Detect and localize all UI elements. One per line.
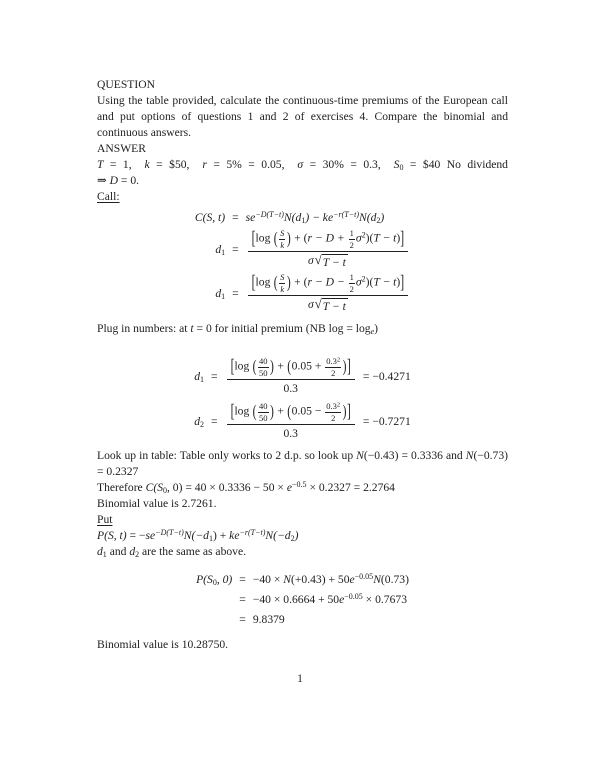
superscript: −0.05	[354, 572, 374, 581]
superscript: −0.5	[292, 480, 307, 489]
math-token: 0.3	[326, 356, 337, 366]
paren: )	[286, 228, 291, 248]
therefore-line	[97, 480, 508, 496]
equation-rhs	[253, 612, 285, 628]
subscript: 0	[163, 486, 167, 495]
paren: (	[273, 272, 278, 292]
fraction	[227, 402, 355, 441]
subscript: 0	[212, 578, 217, 587]
text: )	[374, 322, 379, 335]
log-operator: log	[255, 275, 274, 289]
math-var: e	[339, 593, 345, 606]
math-token: P(S, t)	[97, 529, 127, 542]
math-token: × 0.7673	[362, 593, 407, 606]
call-label: Call:	[97, 190, 120, 203]
log-operator: log	[255, 231, 274, 245]
math-var: d	[215, 242, 222, 256]
math-var: T	[97, 158, 104, 171]
denominator: k	[280, 239, 285, 250]
math-token: ke	[229, 529, 240, 542]
result-value: = −0.7271	[362, 414, 411, 428]
text: Therefore	[97, 481, 146, 494]
numerator: S	[280, 228, 285, 238]
binomial-put-line: Binomial value is 10.28750.	[97, 638, 229, 651]
put-formula-line	[97, 528, 508, 544]
math-token: = $50,	[149, 158, 203, 171]
subscript: 1	[102, 550, 107, 559]
math-token: = 1,	[103, 158, 145, 171]
paren: (	[252, 401, 257, 421]
equation-lhs: C(S, t)	[194, 211, 226, 224]
equation-rhs	[253, 592, 407, 608]
math-token: )	[396, 275, 401, 289]
bracket: ]	[400, 271, 405, 293]
superscript: −r(T−t)	[239, 528, 266, 537]
log-operator: log	[234, 359, 253, 373]
radicand: T − t	[322, 300, 346, 313]
superscript: 2	[336, 401, 341, 409]
log-operator: log	[234, 404, 253, 418]
text: (−0.73) = 0.2327	[97, 449, 508, 478]
superscript: −r(T−t)	[333, 210, 360, 219]
math-token: )	[380, 211, 385, 224]
numerator	[248, 273, 408, 295]
small-fraction	[279, 273, 285, 293]
math-var: e	[286, 481, 293, 494]
result-value: = −0.4271	[362, 369, 411, 383]
denominator: 0.3	[227, 379, 355, 396]
numerator	[227, 357, 355, 379]
document-body	[97, 77, 508, 653]
math-var: k	[144, 158, 150, 171]
math-token: C(S	[145, 481, 163, 494]
superscript: 2	[361, 230, 366, 240]
paren: (	[287, 356, 292, 376]
equation-rhs	[246, 210, 385, 226]
math-var: N	[373, 573, 381, 586]
equals-sign: =	[232, 211, 239, 224]
superscript: −D(T−t)	[155, 528, 184, 537]
math-token: )(	[365, 231, 374, 245]
question-label: QUESTION	[97, 78, 155, 91]
math-token: = 30% = 0.3,	[303, 158, 394, 171]
equals-sign: =	[232, 242, 239, 256]
math-token: 0.3	[326, 401, 337, 411]
math-token: r − D +	[307, 231, 348, 245]
math-token: −40 ×	[252, 573, 284, 586]
radicand: T − t	[322, 256, 346, 269]
small-fraction	[279, 229, 285, 249]
sigma-var: σ	[307, 254, 314, 267]
fraction	[248, 273, 408, 314]
text: = 0 for initial premium (NB log = log	[193, 322, 371, 335]
plug-in-line	[97, 321, 508, 337]
math-token: ) − ke	[305, 211, 334, 224]
equals-sign: =	[211, 414, 218, 428]
math-token: +	[274, 359, 287, 373]
paren: )	[286, 272, 291, 292]
square-root	[315, 298, 348, 314]
params-line-1	[97, 157, 508, 173]
paren: )	[270, 356, 274, 376]
params-line-2	[97, 173, 508, 189]
paren: )	[342, 356, 347, 376]
numerator	[248, 229, 408, 251]
math-var: e	[349, 573, 355, 586]
denominator: 2	[325, 367, 341, 378]
math-var: σ	[297, 158, 304, 171]
subscript: 1	[221, 247, 226, 257]
paren: (	[273, 228, 278, 248]
small-fraction	[258, 357, 269, 377]
same-as-above-line	[97, 544, 508, 560]
math-token: T − t	[373, 231, 397, 245]
equation-rhs	[225, 402, 411, 441]
subscript: 2	[200, 419, 205, 429]
math-token: + (	[291, 275, 308, 289]
small-fraction	[349, 229, 355, 249]
denominator: 2	[349, 239, 354, 250]
implies-arrow: ⇒	[97, 174, 110, 187]
math-token: P(S	[196, 573, 213, 586]
math-var: t	[190, 322, 194, 335]
equation-lhs	[215, 286, 225, 302]
math-var: d	[129, 545, 136, 558]
equation-lhs	[194, 414, 204, 430]
equation-lhs	[194, 369, 204, 385]
superscript: −D(T−t)	[255, 210, 284, 219]
math-var: d	[194, 414, 201, 428]
text: Plug in numbers: at	[97, 322, 191, 335]
numerator: 40	[259, 401, 268, 411]
subscript: 1	[301, 216, 306, 225]
bracket: [	[230, 400, 235, 422]
fraction	[227, 357, 355, 396]
subscript: 2	[135, 550, 140, 559]
math-token: = $40 No dividend	[403, 158, 508, 171]
text: and	[106, 545, 130, 558]
subscript: 2	[376, 216, 381, 225]
math-token: = 5% = 0.05,	[206, 158, 298, 171]
math-token: )(	[365, 275, 374, 289]
math-token: = −	[126, 529, 146, 542]
text: Look up in table: Table only works to 2 d.p. so look up	[97, 449, 357, 462]
bracket: [	[251, 271, 256, 293]
numerator: 1	[349, 272, 354, 282]
math-token: N(−d	[183, 529, 209, 542]
radical-sign: √	[314, 296, 322, 311]
square-root	[315, 254, 348, 270]
math-token: = 0.	[118, 174, 140, 187]
math-token: 0.05 −	[291, 404, 325, 418]
math-token: )	[294, 529, 299, 542]
equation-rhs	[225, 357, 411, 396]
denominator: 50	[259, 412, 268, 423]
page-number: 1	[297, 672, 303, 685]
numerator	[227, 402, 355, 424]
math-var: N	[283, 573, 292, 586]
bracket: ]	[347, 400, 351, 422]
bracket: [	[251, 227, 256, 249]
math-token: se	[145, 529, 156, 542]
denominator: k	[280, 283, 285, 294]
answer-label: ANSWER	[97, 142, 146, 155]
numerator	[325, 402, 341, 412]
put-label: Put	[97, 513, 113, 526]
bracket: ]	[400, 227, 405, 249]
text: (−0.43) = 0.3336 and	[363, 449, 466, 462]
numerator	[325, 357, 341, 367]
equals-sign: =	[211, 369, 218, 383]
math-token: T − t	[373, 275, 397, 289]
small-fraction	[325, 357, 341, 377]
math-token: ) +	[212, 529, 230, 542]
math-token: +	[274, 404, 287, 418]
question-body: Using the table provided, calculate the continuous-time premiums of the European call and put options of questions 1 and 2 of exercises 4. Compare the binomial and continuous answers.	[97, 94, 508, 139]
math-token: N(−d	[265, 529, 291, 542]
bracket: [	[230, 355, 235, 377]
equation-rhs	[246, 273, 410, 314]
math-var: N	[465, 449, 474, 462]
lookup-line	[97, 448, 508, 480]
binomial-call-line: Binomial value is 2.7261.	[97, 497, 217, 510]
math-token: −40 × 0.6664 + 50	[252, 593, 340, 606]
result-value: 9.8379	[252, 613, 285, 626]
math-token: N(d	[283, 211, 302, 224]
denominator	[248, 295, 408, 314]
equation-lhs	[215, 242, 225, 258]
numerator: S	[280, 272, 285, 282]
subscript: 1	[200, 374, 205, 384]
denominator: 0.3	[227, 424, 355, 441]
subscript: e	[370, 327, 375, 336]
sigma-var: σ	[307, 298, 314, 311]
numerator: 1	[349, 228, 354, 238]
equation-rhs	[253, 572, 409, 588]
equals-sign: =	[239, 613, 246, 626]
radical-sign: √	[314, 252, 322, 267]
put-section-label	[97, 512, 508, 528]
subscript: 2	[290, 534, 295, 543]
put-value-block	[97, 572, 508, 628]
small-fraction	[349, 273, 355, 293]
small-fraction	[258, 402, 269, 422]
numeric-d-block	[97, 357, 508, 441]
call-section-label	[97, 189, 508, 205]
math-var: S	[393, 158, 400, 171]
math-var: N	[356, 449, 364, 462]
equals-sign: =	[239, 573, 246, 586]
fraction	[248, 229, 408, 270]
subscript: 1	[208, 534, 213, 543]
paren: (	[252, 356, 257, 376]
superscript: −0.05	[344, 592, 363, 601]
equals-sign: =	[239, 593, 246, 606]
math-token: N(d	[359, 211, 377, 224]
math-var: d	[194, 369, 201, 383]
math-token: (+0.43) + 50	[291, 573, 350, 586]
math-var: r	[202, 158, 207, 171]
text: × 0.2327 = 2.2764	[306, 481, 395, 494]
text: , 0) = 40 × 0.3336 − 50 ×	[167, 481, 287, 494]
call-formula-block	[97, 210, 508, 314]
math-token: r − D −	[307, 275, 348, 289]
bracket: ]	[347, 355, 351, 377]
sigma-var: σ	[355, 275, 362, 289]
equation-rhs	[246, 229, 410, 270]
subscript: 0	[399, 163, 404, 172]
math-token: + (	[291, 231, 308, 245]
equals-sign: =	[232, 286, 239, 300]
denominator: 50	[259, 367, 268, 378]
paren: (	[287, 401, 292, 421]
denominator	[248, 251, 408, 270]
math-var: d	[97, 545, 103, 558]
paren: )	[342, 401, 347, 421]
math-token: (0.73)	[380, 573, 409, 586]
math-token: )	[396, 231, 401, 245]
denominator: 2	[325, 412, 341, 423]
math-token: se	[245, 211, 256, 224]
math-var: D	[109, 174, 118, 187]
sigma-var: σ	[355, 231, 362, 245]
paren: )	[270, 401, 274, 421]
subscript: 1	[221, 291, 226, 301]
math-var: d	[215, 286, 222, 300]
equation-lhs	[196, 572, 232, 588]
denominator: 2	[349, 283, 354, 294]
superscript: 2	[336, 356, 341, 364]
math-token: , 0)	[216, 573, 233, 586]
text: are the same as above.	[139, 545, 247, 558]
math-token: 0.05 +	[291, 359, 325, 373]
small-fraction	[325, 402, 341, 422]
numerator: 40	[259, 356, 268, 366]
superscript: 2	[361, 274, 366, 284]
